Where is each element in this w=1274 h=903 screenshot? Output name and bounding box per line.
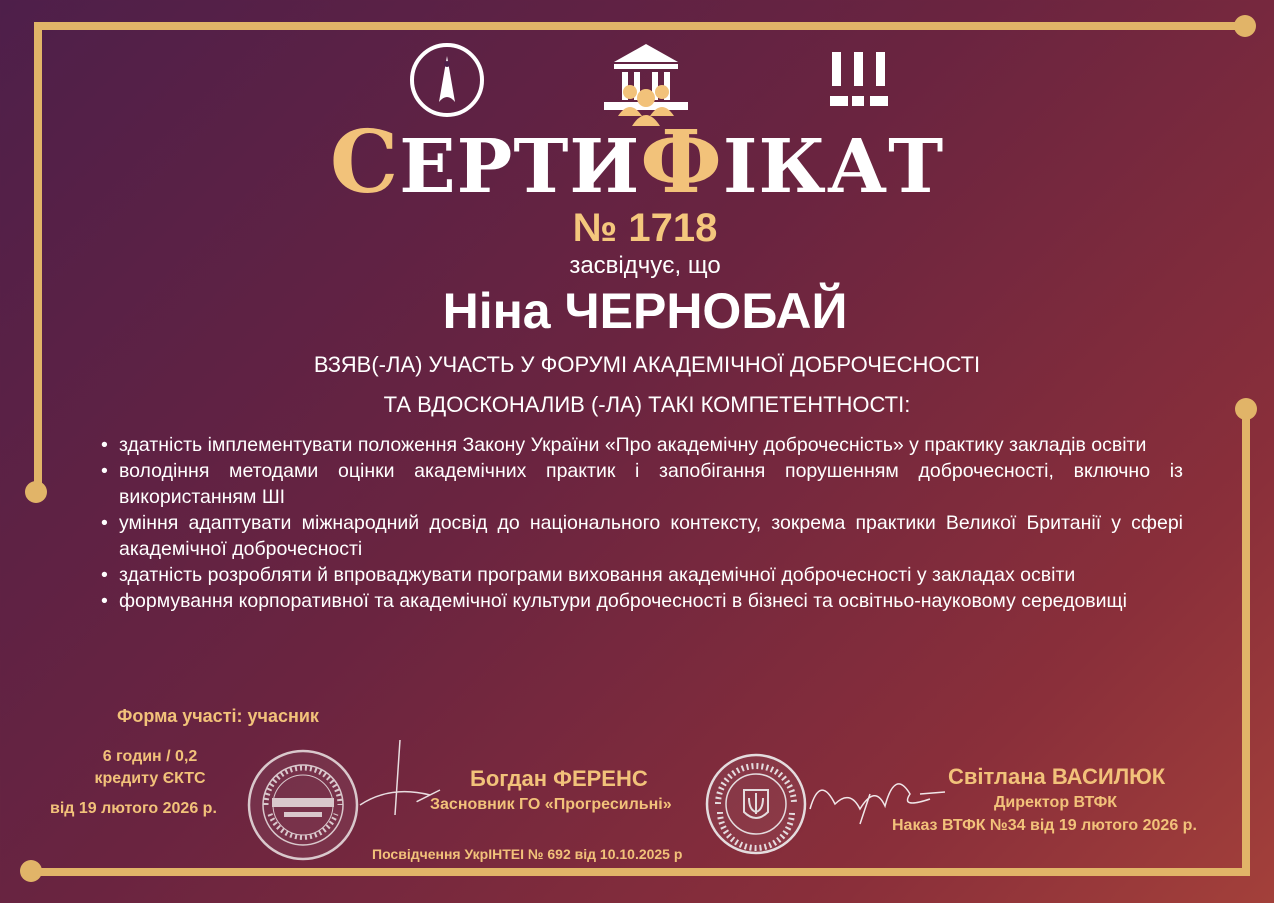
hours-credits <box>70 746 230 790</box>
competency-item <box>95 458 1183 510</box>
issue-date: від 19 лютого 2026 р. <box>50 800 217 817</box>
bullet: • <box>101 434 108 456</box>
bullet: • <box>101 512 108 534</box>
title-first-letter: С <box>329 112 400 213</box>
bullet: • <box>101 564 108 586</box>
hours-line1: 6 годин / 0,2 <box>102 748 198 765</box>
registration-text: Посвідчення УкрІНТЕІ № 692 від 10.10.2025 р <box>372 846 683 862</box>
competency-item <box>95 432 1183 458</box>
bullet: • <box>101 590 108 612</box>
competency-text: здатність імплементувати положення Закону України «Про академічну доброчесність» у практику закладів освіти <box>119 434 1147 456</box>
participation-line2: ТА ВДОСКОНАЛИВ (-ЛА) ТАКІ КОМПЕТЕНТНОСТІ: <box>383 392 911 417</box>
exclamation-logo <box>828 50 890 110</box>
signature <box>340 735 450 835</box>
frame-right-line <box>1242 408 1250 876</box>
title-part1: ЕРТИ <box>399 124 641 210</box>
frame-dot-bottom-left <box>20 860 42 882</box>
signatory1-role: Засновник ГО «Прогресильні» <box>430 796 672 813</box>
frame-bottom-line <box>30 868 1250 876</box>
signatory1-name: Богдан ФЕРЕНС <box>470 766 648 791</box>
certificate-title <box>0 112 1274 213</box>
competency-text: уміння адаптувати міжнародний досвід до національного контексту, зокрема практики Великої Британії у сфері академічної доброчесності <box>119 512 1183 560</box>
bullet: • <box>101 460 108 482</box>
competencies-list <box>95 432 1183 614</box>
competency-item <box>95 588 1183 614</box>
title-middle-letter: Ф <box>640 112 723 213</box>
recipient-name: Ніна ЧЕРНОБАЙ <box>442 283 848 339</box>
signatory2-name: Світлана ВАСИЛЮК <box>948 764 1166 789</box>
frame-top-line <box>34 22 1246 30</box>
frame-dot-left <box>25 481 47 503</box>
competency-text: формування корпоративної та академічної культури доброчесності в бізнесі та освітньо-науковому середовищі <box>119 590 1127 612</box>
signatory2-role: Директор ВТФК <box>994 794 1118 811</box>
frame-dot-top-right <box>1234 15 1256 37</box>
participation-form: Форма участі: учасник <box>117 706 319 726</box>
competency-item <box>95 562 1183 588</box>
certificate-number: № 1718 <box>572 206 718 250</box>
competency-text: здатність розробляти й впроваджувати програми виховання академічної доброчесності у закладах освіти <box>119 564 1076 586</box>
competency-text: володіння методами оцінки академічних практик і запобігання порушенням доброчесності, включно із використанням ШІ <box>119 460 1183 508</box>
certifies-text: засвідчує, що <box>569 252 721 279</box>
title-part2: ІКАТ <box>722 124 945 210</box>
participation-line1: ВЗЯВ(-ЛА) УЧАСТЬ У ФОРУМІ АКАДЕМІЧНОЇ ДОБРОЧЕСНОСТІ <box>313 352 981 377</box>
college-stamp <box>704 752 808 856</box>
hours-line2: кредиту ЄКТС <box>94 770 206 787</box>
competency-item <box>95 510 1183 562</box>
signatory2-order: Наказ ВТФК №34 від 19 лютого 2026 р. <box>892 817 1197 834</box>
compass-logo <box>406 42 488 118</box>
